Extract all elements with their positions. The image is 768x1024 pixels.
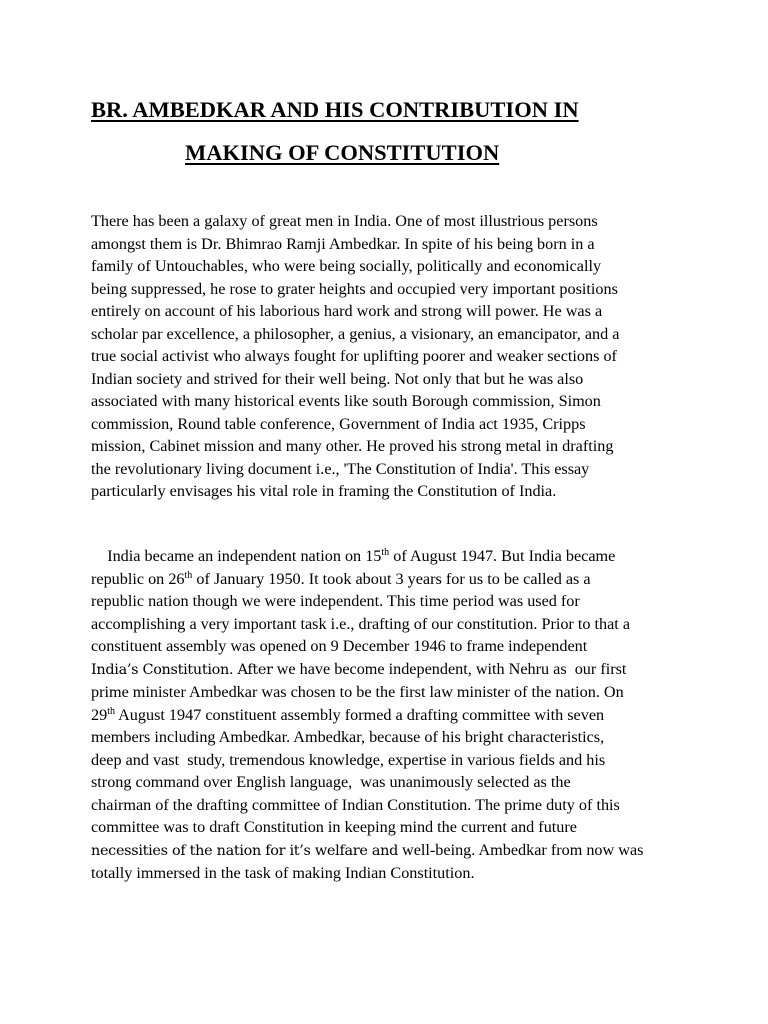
paragraph-line: totally immersed in the task of making Indian Constitution.	[91, 864, 475, 882]
paragraph-introduction	[91, 210, 619, 503]
text-run: 29	[91, 705, 108, 724]
paragraph-line: members including Ambedkar. Ambedkar, because of his bright characteristics,	[91, 728, 605, 746]
paragraph-line: true social activist who always fought for uplifting poorer and weaker sections of	[91, 347, 617, 365]
paragraph-line: associated with many historical events like south Borough commission, Simon	[91, 392, 601, 410]
text-run: of August 1947. But India became	[389, 547, 616, 565]
ordinal-suffix: th	[184, 569, 193, 581]
paragraph-line: constituent assembly was opened on 9 December 1946 to frame independent	[91, 637, 588, 655]
paragraph-line: scholar par excellence, a philosopher, a genius, a visionary, an emancipator, and a	[91, 324, 620, 343]
paragraph-line: There has been a galaxy of great men in India. One of most illustrious persons	[91, 212, 598, 230]
paragraph-line: republic nation though we were independent. This time period was used for	[91, 592, 580, 610]
paragraph-line: strong command over English language, was unanimously selected as the	[91, 773, 571, 791]
paragraph-line	[91, 839, 643, 863]
text-run: republic on 26	[91, 569, 185, 588]
paragraph-line: mission, Cabinet mission and many other. He proved his strong metal in drafting	[91, 437, 614, 455]
paragraph-line: chairman of the drafting committee of Indian Constitution. The prime duty of this	[91, 795, 620, 814]
paragraph-line	[91, 545, 643, 568]
paragraph-line	[91, 568, 643, 591]
paragraph-line: the revolutionary living document i.e., 'The Constitution of India'. This essay	[91, 459, 590, 478]
text-run-alt-font: India’s Constitution. After	[91, 661, 273, 678]
paragraph-line	[91, 658, 643, 682]
paragraph-line: particularly envisages his vital role in framing the Constitution of India.	[91, 482, 557, 500]
paragraph-line: entirely on account of his laborious hard work and strong will power. He was a	[91, 302, 603, 320]
paragraph-line: committee was to draft Constitution in keeping mind the current and future	[91, 818, 577, 836]
document-title-line-2: MAKING OF CONSTITUTION	[185, 140, 500, 165]
paragraph-line: prime minister Ambedkar was chosen to be the first law minister of the nation. On	[91, 683, 624, 701]
paragraph-line	[91, 704, 643, 727]
text-run: India became an independent nation on 15	[91, 547, 382, 565]
ordinal-suffix: th	[107, 705, 115, 717]
text-run-alt-font: necessities of the nation for it’s welfare and	[91, 842, 398, 859]
paragraph-line: family of Untouchables, who were being socially, politically and economically	[91, 257, 602, 275]
text-run: August 1947 constituent assembly formed a drafting committee with seven	[114, 705, 605, 724]
text-run: of January 1950. It took about 3 years for us to be called as a	[192, 569, 591, 588]
paragraph-line: Indian society and strived for their well being. Not only that but he was also	[91, 369, 584, 388]
text-run: we have become independent, with Nehru as our first	[272, 659, 627, 678]
paragraph-line: being suppressed, he rose to grater heights and occupied very important positions	[91, 279, 618, 298]
paragraph-line: commission, Round table conference, Government of India act 1935, Cripps	[91, 414, 586, 433]
paragraph-line: deep and vast study, tremendous knowledge, expertise in various fields and his	[91, 750, 606, 769]
paragraph-independence	[91, 545, 643, 885]
ordinal-suffix: th	[381, 547, 390, 558]
text-run: well-being. Ambedkar from now was	[397, 840, 644, 859]
document-title-line-1: BR. AMBEDKAR AND HIS CONTRIBUTION IN	[91, 97, 579, 122]
paragraph-line: accomplishing a very important task i.e., drafting of our constitution. Prior to that a	[91, 614, 631, 633]
paragraph-line: amongst them is Dr. Bhimrao Ramji Ambedkar. In spite of his being born in a	[91, 234, 595, 253]
